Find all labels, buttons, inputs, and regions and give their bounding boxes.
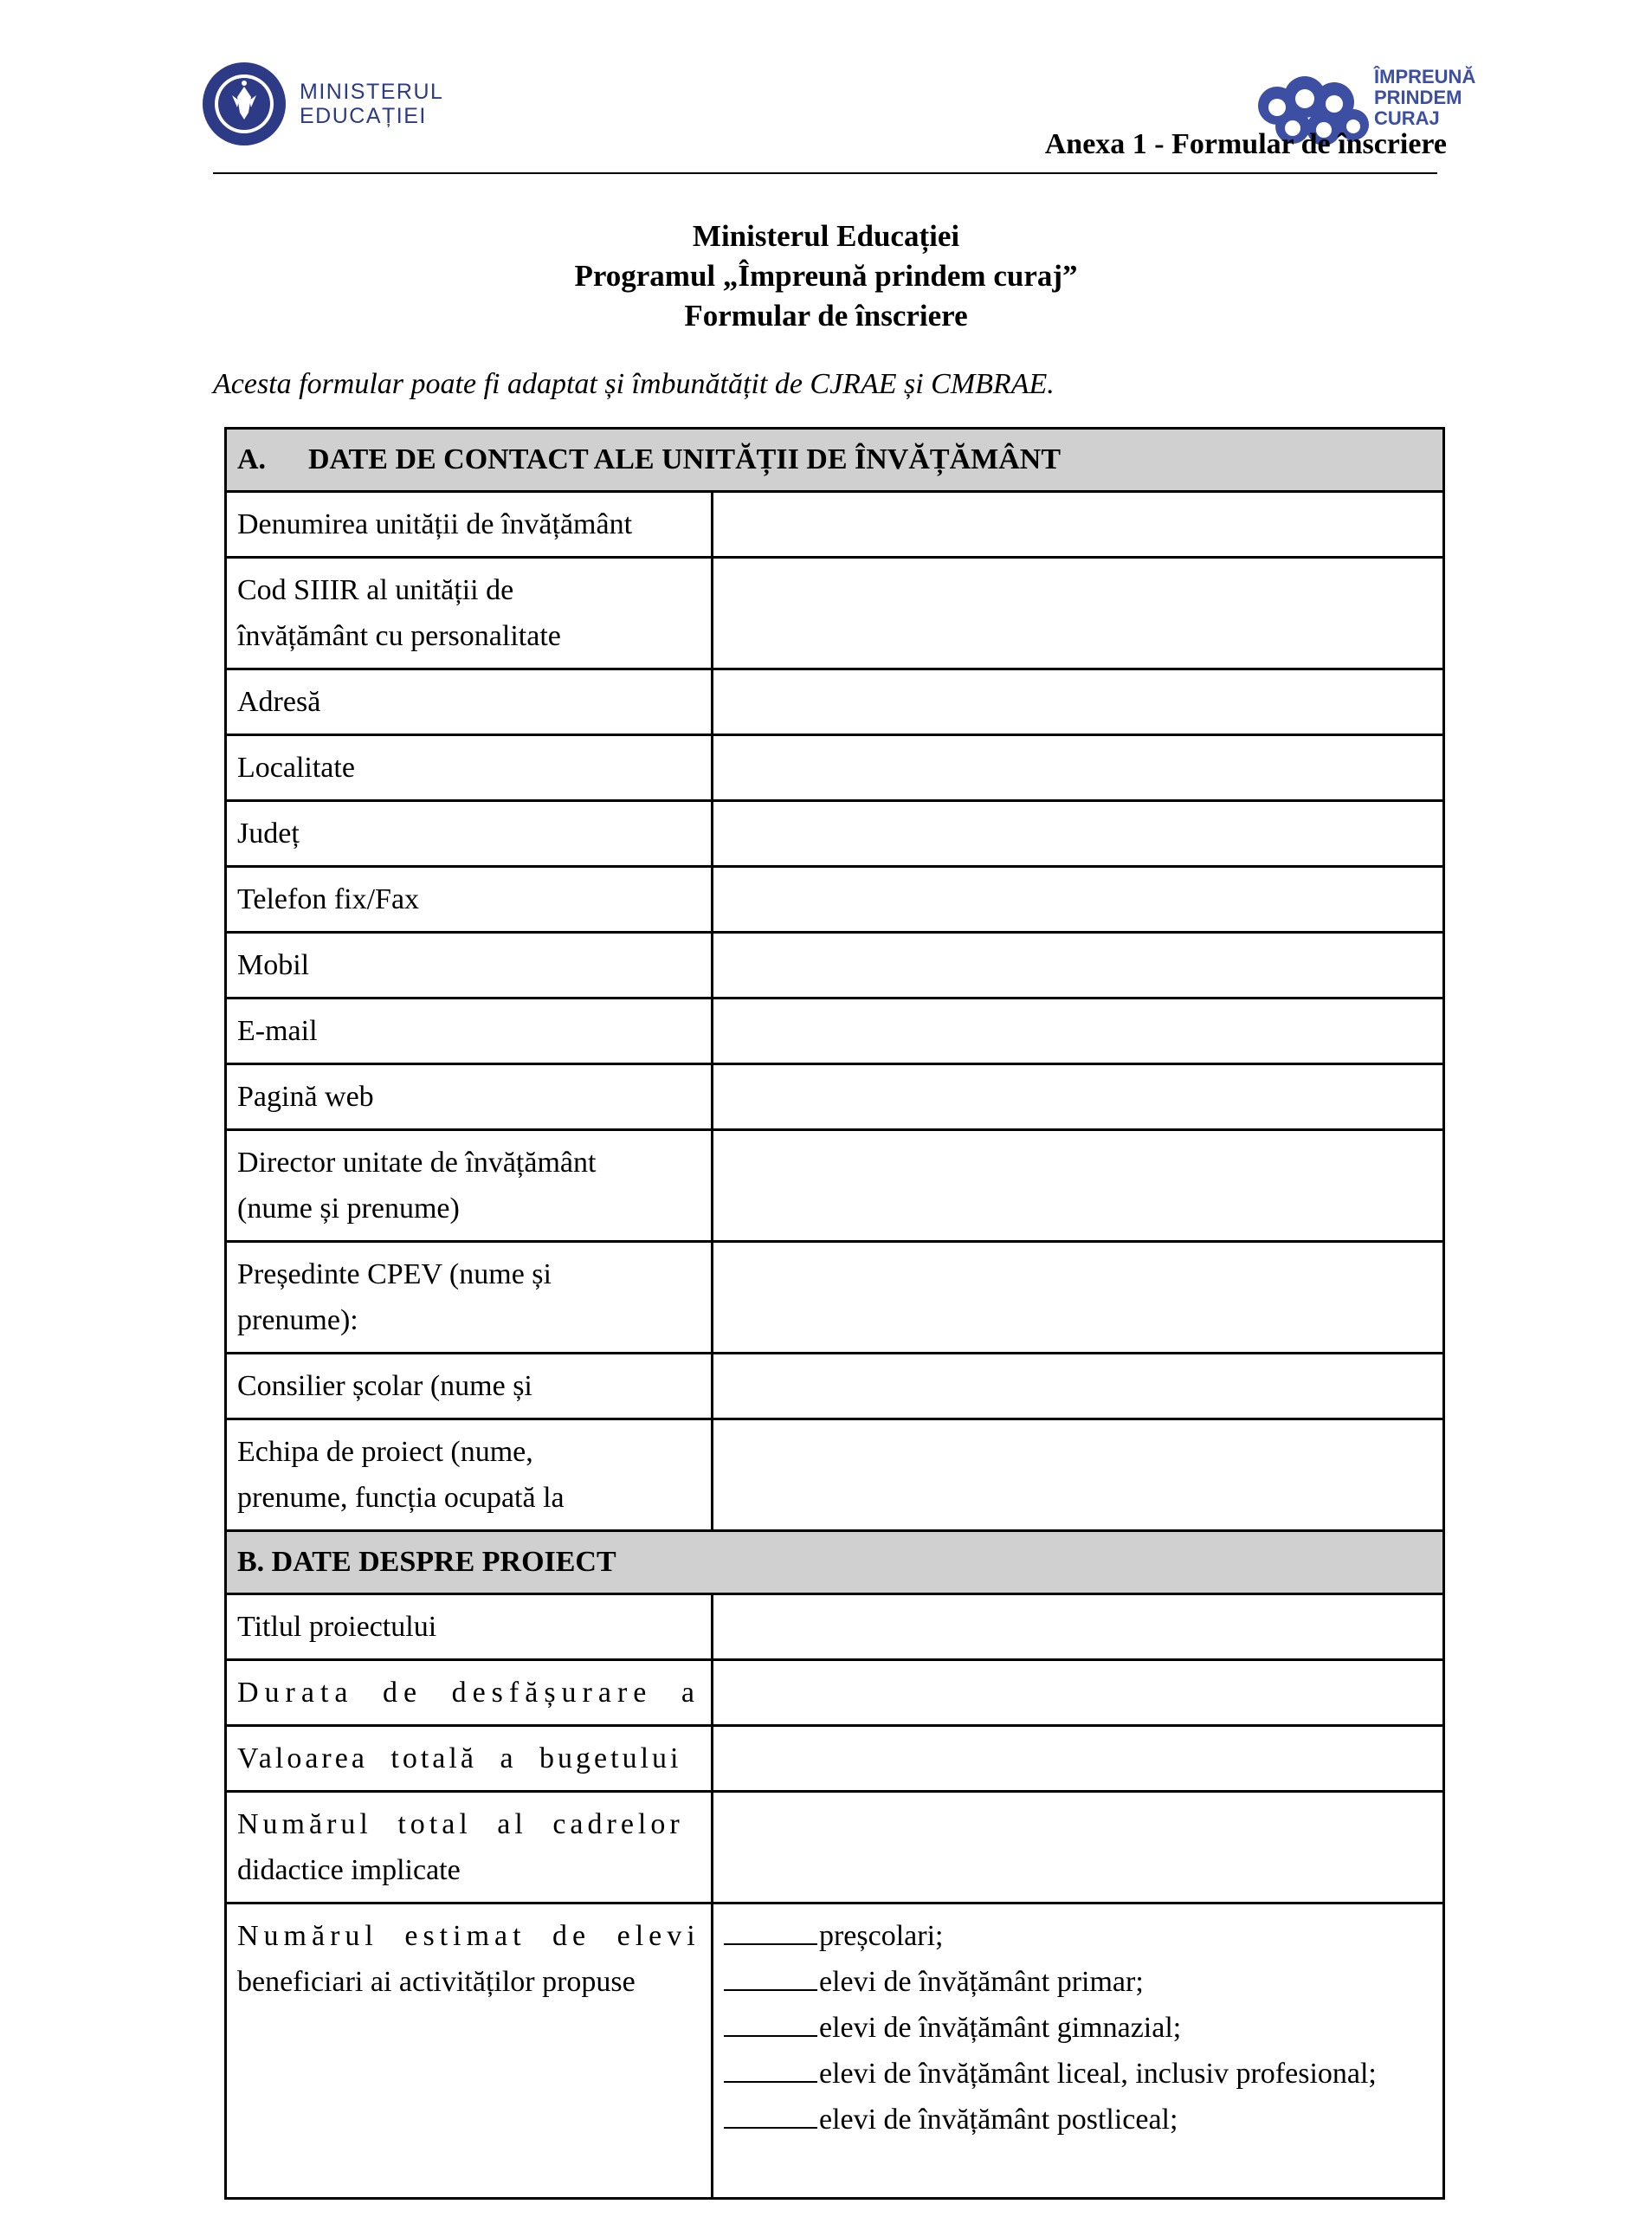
total-budget-input[interactable] <box>712 1726 1443 1792</box>
count-blank[interactable] <box>724 2055 817 2083</box>
field-label <box>226 1242 713 1354</box>
field-label-text: Denumirea unității de învățământ <box>237 508 633 540</box>
campaign-logo-line3: CURAJ <box>1374 107 1440 129</box>
project-duration-input[interactable] <box>712 1660 1443 1726</box>
field-label <box>226 801 713 867</box>
form-row <box>226 735 1444 801</box>
form-row <box>226 1354 1444 1419</box>
form-row <box>226 558 1444 669</box>
beneficiary-option <box>724 2005 1432 2051</box>
field-label <box>226 999 713 1064</box>
form-row <box>226 1904 1444 2199</box>
beneficiaries-options <box>712 1904 1443 2199</box>
field-label-text: Localitate <box>237 752 355 784</box>
field-label-text: Președinte CPEV (nume și <box>237 1258 552 1290</box>
beneficiary-option-label: elevi de învățământ liceal, inclusiv profesional; <box>818 2058 1377 2090</box>
form-row <box>226 1419 1444 1531</box>
county-input[interactable] <box>712 801 1443 867</box>
form-row <box>226 999 1444 1064</box>
beneficiary-option <box>724 1913 1432 1959</box>
document-titles <box>0 217 1652 336</box>
form-row <box>226 1242 1444 1354</box>
section-a-letter: A. <box>237 443 267 475</box>
field-label-text: Valoarea totală a bugetului <box>237 1742 682 1774</box>
title-form: Formular de înscriere <box>684 299 968 333</box>
form-row <box>226 1594 1444 1660</box>
field-label-text: prenume): <box>237 1304 358 1336</box>
field-label-text: Județ <box>237 818 300 850</box>
section-b-title: B. DATE DESPRE PROIECT <box>226 1531 1444 1594</box>
beneficiary-option <box>724 1959 1432 2005</box>
address-input[interactable] <box>712 669 1443 735</box>
form-row <box>226 933 1444 999</box>
cpev-president-input[interactable] <box>712 1242 1443 1354</box>
ministry-logo <box>201 56 443 152</box>
field-label-text: Telefon fix/Fax <box>237 883 420 915</box>
locality-input[interactable] <box>712 735 1443 801</box>
school-name-input[interactable] <box>712 492 1443 558</box>
header-divider <box>213 172 1437 174</box>
beneficiary-option-label: preșcolari; <box>818 1920 944 1952</box>
siiir-code-input[interactable] <box>712 558 1443 669</box>
field-label <box>226 669 713 735</box>
section-b-header <box>226 1531 1444 1594</box>
field-label <box>226 492 713 558</box>
field-label-text: Numărul total al cadrelor <box>237 1808 684 1840</box>
director-input[interactable] <box>712 1130 1443 1242</box>
registration-form-table <box>224 427 1445 2200</box>
field-label-text: Adresă <box>237 686 321 718</box>
field-label <box>226 558 713 669</box>
form-row <box>226 1726 1444 1792</box>
title-program: Programul „Împreună prindem curaj” <box>574 259 1078 293</box>
website-input[interactable] <box>712 1064 1443 1130</box>
beneficiary-option-label: elevi de învățământ postliceal; <box>818 2104 1178 2136</box>
email-input[interactable] <box>712 999 1443 1064</box>
campaign-logo-line2: PRINDEM <box>1374 87 1462 108</box>
field-label <box>226 1792 713 1904</box>
beneficiary-option <box>724 2097 1432 2143</box>
form-row <box>226 1792 1444 1904</box>
field-label-text: (nume și prenume) <box>237 1193 460 1225</box>
field-label-text: Mobil <box>237 949 310 981</box>
field-label-text: Director unitate de învățământ <box>237 1147 597 1179</box>
field-label <box>226 1660 713 1726</box>
section-a-title: DATE DE CONTACT ALE UNITĂȚII DE ÎNVĂȚĂMÂNT <box>308 443 1062 475</box>
phone-fax-input[interactable] <box>712 867 1443 933</box>
beneficiary-option-label: elevi de învățământ gimnazial; <box>818 2012 1182 2044</box>
field-label-text: Durata de desfășurare a <box>237 1677 700 1709</box>
field-label <box>226 1904 713 2199</box>
form-row <box>226 801 1444 867</box>
field-label <box>226 1419 713 1531</box>
field-label <box>226 933 713 999</box>
count-blank[interactable] <box>724 2101 817 2129</box>
field-label <box>226 1354 713 1419</box>
beneficiary-option <box>724 2051 1432 2097</box>
mobile-input[interactable] <box>712 933 1443 999</box>
project-team-input[interactable] <box>712 1419 1443 1531</box>
count-blank[interactable] <box>724 1917 817 1945</box>
project-title-input[interactable] <box>712 1594 1443 1660</box>
form-row <box>226 669 1444 735</box>
field-label <box>226 1130 713 1242</box>
intro-note: Acesta formular poate fi adaptat și îmbunătățit de CJRAE și CMBRAE. <box>213 368 1055 400</box>
field-label-text: Numărul estimat de elevi <box>237 1920 700 1952</box>
ministry-logo-line2: EDUCAȚIEI <box>300 104 427 128</box>
form-row <box>226 867 1444 933</box>
campaign-logo-line1: ÎMPREUNĂ <box>1374 66 1476 87</box>
field-label <box>226 1726 713 1792</box>
field-label <box>226 867 713 933</box>
field-label-text: Cod SIIIR al unității de <box>237 574 514 606</box>
field-label-text: învățământ cu personalitate <box>237 620 561 652</box>
field-label-text: Titlul proiectului <box>237 1611 437 1643</box>
form-row <box>226 1660 1444 1726</box>
section-a-header <box>226 429 1444 492</box>
field-label-text: prenume, funcția ocupată la <box>237 1482 565 1514</box>
beneficiary-option-label: elevi de învățământ primar; <box>818 1966 1144 1998</box>
count-blank[interactable] <box>724 1963 817 1991</box>
annex-title: Anexa 1 - Formular de înscriere <box>1044 128 1447 160</box>
form-row <box>226 1130 1444 1242</box>
field-label <box>226 735 713 801</box>
ministry-logo-line1: MINISTERUL <box>300 80 444 104</box>
title-ministry: Ministerul Educației <box>692 219 960 253</box>
field-label-text: didactice implicate <box>237 1854 461 1886</box>
field-label <box>226 1064 713 1130</box>
field-label-text: Echipa de proiect (nume, <box>237 1436 533 1468</box>
government-seal-icon <box>201 61 287 147</box>
count-blank[interactable] <box>724 2009 817 2037</box>
field-label-text: E-mail <box>237 1015 318 1047</box>
form-row <box>226 492 1444 558</box>
teaching-staff-count-input[interactable] <box>712 1792 1443 1904</box>
field-label <box>226 1594 713 1660</box>
form-row <box>226 1064 1444 1130</box>
field-label-text: Pagină web <box>237 1081 374 1113</box>
field-label-text: Consilier școlar (nume și <box>237 1370 532 1402</box>
school-counselor-input[interactable] <box>712 1354 1443 1419</box>
field-label-text: beneficiari ai activităților propuse <box>237 1966 636 1998</box>
